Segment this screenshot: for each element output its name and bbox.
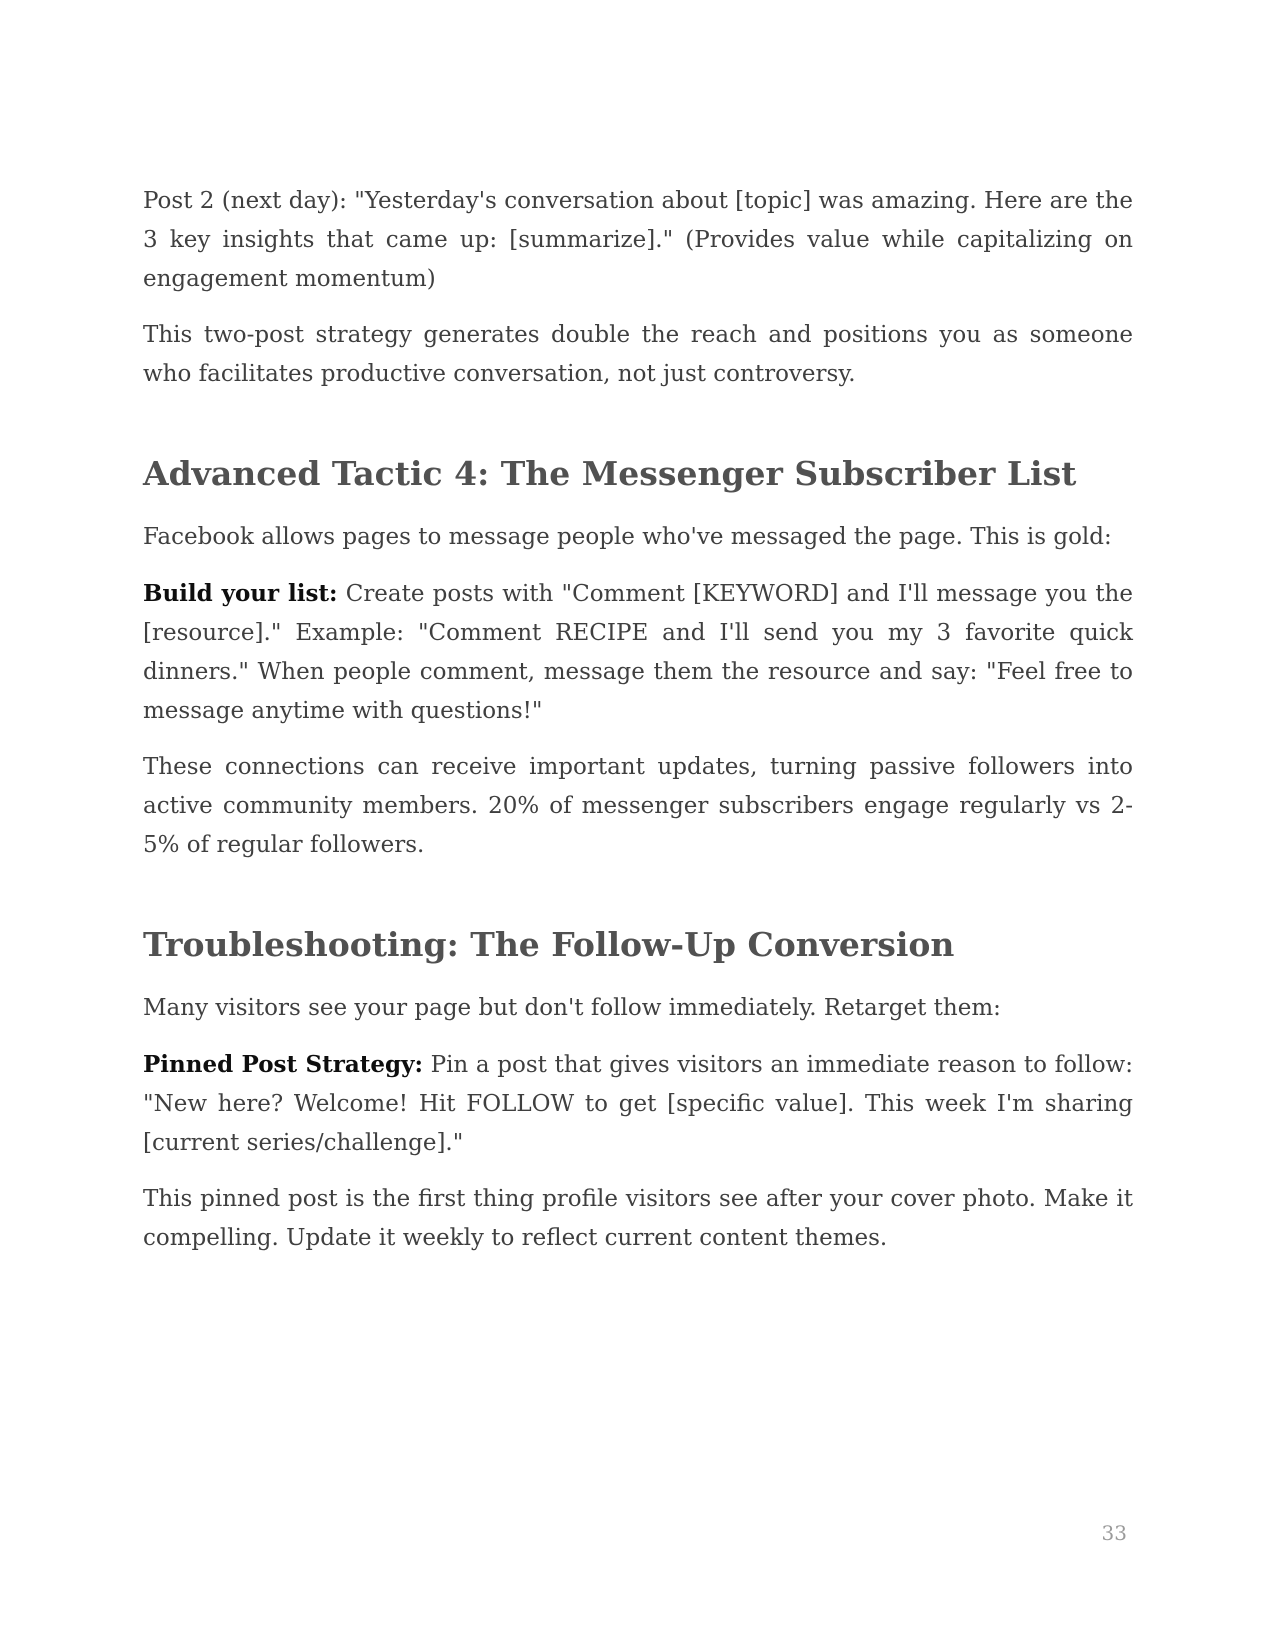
- paragraph-pinned-post-strategy-text: Pin a post that gives visitors an immediate reason to follow: "New here? Welcome! Hit FOLLOW to get [specific value]. This week I'm sharing [current series/challenge].": [143, 1052, 1133, 1156]
- paragraph-connections: These connections can receive important updates, turning passive followers into active community members. 20% of messenger subscribers engage regularly vs 2-5% of regular followers.: [143, 754, 1133, 858]
- paragraph-facebook-allows: Facebook allows pages to message people who've messaged the page. This is gold:: [143, 524, 1112, 550]
- bold-lead-build-your-list: Build your list:: [143, 580, 338, 607]
- paragraph-two-post-strategy: This two-post strategy generates double the reach and positions you as someone who facilitates productive conversation, not just controversy.: [143, 322, 1133, 387]
- document-content: [143, 182, 1133, 1275]
- paragraph-build-your-list: [143, 574, 1133, 731]
- section-heading-advanced-tactic-4: Advanced Tactic 4: The Messenger Subscriber List: [143, 454, 1077, 493]
- paragraph-post2: Post 2 (next day): "Yesterday's conversation about [topic] was amazing. Here are the 3 key insights that came up: [summarize]." (Provides value while capitalizing on engagement momentum): [143, 188, 1133, 292]
- page-number: 33: [1101, 1521, 1127, 1545]
- paragraph-many-visitors: Many visitors see your page but don't follow immediately. Retarget them:: [143, 995, 1001, 1021]
- section-heading-troubleshooting: Troubleshooting: The Follow-Up Conversion: [143, 925, 955, 964]
- paragraph-pinned-post-followup: This pinned post is the first thing profile visitors see after your cover photo. Make it compelling. Update it weekly to reflect current content themes.: [143, 1186, 1133, 1251]
- bold-lead-pinned-post-strategy: Pinned Post Strategy:: [143, 1051, 423, 1078]
- paragraph-pinned-post-strategy: [143, 1045, 1133, 1163]
- paragraph-build-your-list-text: Create posts with "Comment [KEYWORD] and I'll message you the [resource]." Example: "Comment RECIPE and I'll send you my 3 favorite quick dinners." When people comment, message them the resource and say: "Feel free to message anytime with questions!": [143, 581, 1133, 724]
